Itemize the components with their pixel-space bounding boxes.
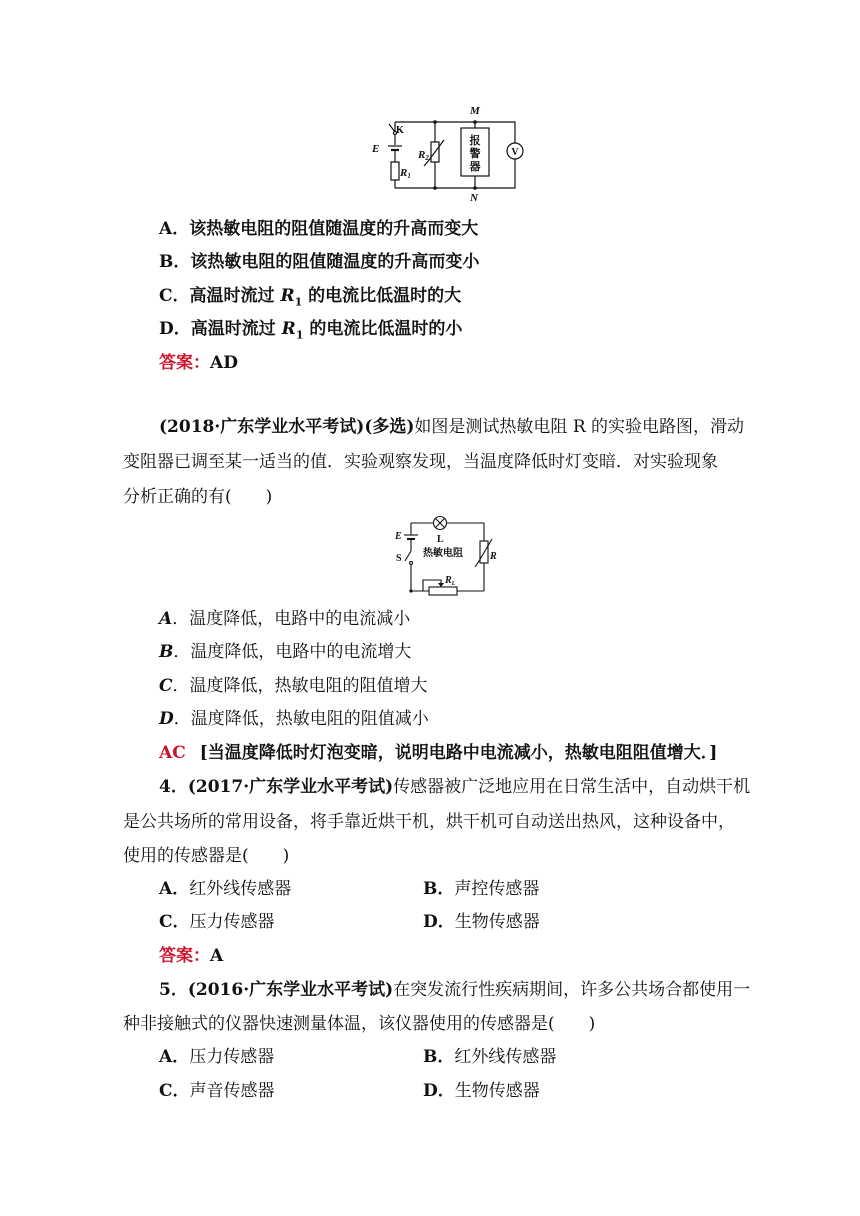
label-e2: E bbox=[395, 531, 402, 542]
qa-option-a: A．该热敏电阻的阻值随温度的升高而变大 bbox=[159, 219, 479, 239]
label-l: L bbox=[437, 534, 444, 545]
q4-stem-line-1: 4．(2017·广东学业水平考试)传感器被广泛地应用在日常生活中，自动烘干机 bbox=[159, 777, 751, 797]
label-k: K bbox=[396, 125, 404, 136]
qb-stem-line-2: 变阻器已调至某一适当的值．实验观察发现，当温度降低时灯变暗．对实验现象 bbox=[123, 452, 718, 472]
q5-option-d: D．生物传感器 bbox=[423, 1081, 540, 1101]
q5-option-b: B．红外线传感器 bbox=[423, 1047, 557, 1067]
q4-option-d: D．生物传感器 bbox=[423, 912, 540, 932]
qa-option-d: D．高温时流过 $R_1$ 的电流比低温时的小 bbox=[159, 319, 463, 342]
alarm-char-1: 报 bbox=[469, 135, 481, 147]
qb-option-c: C．温度降低，热敏电阻的阻值增大 bbox=[159, 676, 428, 696]
alarm-char-2: 警 bbox=[469, 148, 481, 160]
label-r1: R1 bbox=[400, 167, 411, 180]
q5-stem-line-1: 5．(2016·广东学业水平考试)在突发流行性疾病期间，许多公共场合都使用一 bbox=[159, 980, 751, 1000]
q5-stem-line-2: 种非接触式的仪器快速测量体温，该仪器使用的传感器是( ) bbox=[123, 1014, 596, 1034]
q4-stem-line-2: 是公共场所的常用设备，将手靠近烘干机，烘干机可自动送出热风，这种设备中， bbox=[123, 812, 735, 832]
q4-option-a: A．红外线传感器 bbox=[159, 879, 292, 899]
qa-answer: 答案：AD bbox=[159, 353, 238, 373]
qb-stem-line-3: 分析正确的有( ) bbox=[123, 487, 273, 507]
label-n: N bbox=[470, 192, 478, 204]
label-thermistor: 热敏电阻 bbox=[423, 548, 463, 559]
qb-answer: AC [当温度降低时灯泡变暗，说明电路中电流减小，热敏电阻阻值增大．] bbox=[159, 743, 718, 763]
qb-stem-line-1: (2018·广东学业水平考试)(多选)如图是测试热敏电阻 R 的实验电路图，滑动 bbox=[159, 417, 745, 437]
q4-stem-line-3: 使用的传感器是( ) bbox=[123, 846, 290, 866]
q4-answer: 答案：A bbox=[159, 946, 224, 966]
qa-option-b: B．该热敏电阻的阻值随温度的升高而变小 bbox=[159, 252, 480, 272]
q4-option-c: C．压力传感器 bbox=[159, 912, 275, 932]
thermistor-lamp-circuit-diagram bbox=[393, 513, 503, 597]
label-e: E bbox=[372, 143, 380, 155]
alarm-circuit-diagram bbox=[360, 100, 540, 206]
q5-option-a: A．压力传感器 bbox=[159, 1047, 275, 1067]
qb-option-d: D．温度降低，热敏电阻的阻值减小 bbox=[159, 709, 429, 729]
qb-option-a: A．温度降低，电路中的电流减小 bbox=[159, 609, 411, 629]
qb-option-b: B．温度降低，电路中的电流增大 bbox=[159, 642, 412, 662]
q5-option-c: C．声音传感器 bbox=[159, 1081, 275, 1101]
label-m: M bbox=[470, 105, 480, 117]
qa-option-c: C．高温时流过 $R_1$ 的电流比低温时的大 bbox=[159, 286, 462, 309]
label-r2: R2 bbox=[418, 149, 429, 162]
voltmeter-label: V bbox=[511, 147, 519, 158]
alarm-char-3: 器 bbox=[469, 161, 481, 173]
label-rl: $R_L$ bbox=[445, 575, 456, 587]
label-r: R bbox=[490, 551, 497, 562]
q4-option-b: B．声控传感器 bbox=[423, 879, 540, 899]
label-s: S bbox=[396, 553, 402, 564]
